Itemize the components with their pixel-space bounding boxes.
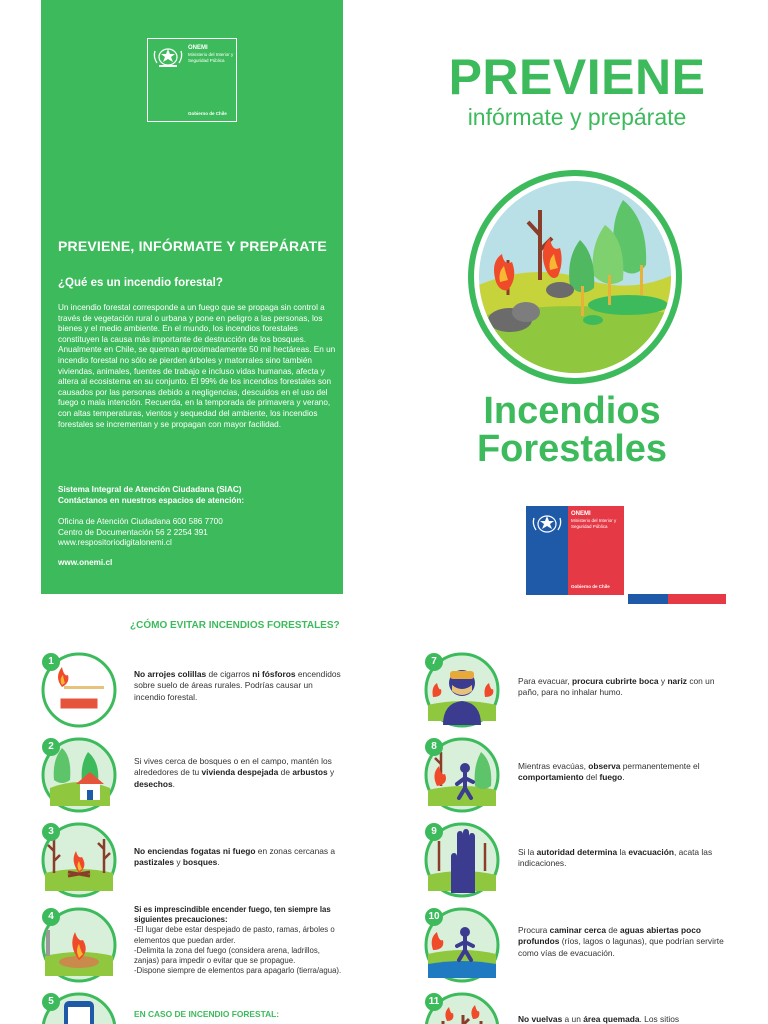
step-5-text: EN CASO DE INCENDIO FORESTAL: — [134, 1009, 280, 1019]
website-link[interactable]: www.onemi.cl — [58, 558, 113, 567]
flag-stripe-blue — [628, 594, 668, 604]
step-number: 8 — [425, 738, 443, 756]
contact-repo-link[interactable]: www.respositoriodigitalonemi.cl — [58, 538, 172, 548]
step-number: 11 — [425, 993, 443, 1011]
logo-gov: Gobierno de Chile — [571, 584, 610, 589]
flag-stripe-red — [668, 594, 726, 604]
step-number: 9 — [425, 823, 443, 841]
step-9-text: Si la autoridad determina la evacuación, acata las indicaciones. — [518, 847, 713, 869]
step-number: 4 — [42, 908, 60, 926]
step-7-text: Para evacuar, procura cubrirte boca y nariz con un paño, para no inhalar humo. — [518, 676, 715, 698]
contact-list — [58, 517, 338, 549]
step-10-text: Procura caminar cerca de aguas abiertas poco profundos (ríos, lagos o lagunas), que podrían servirte como vías de evacuación. — [518, 925, 724, 958]
cover-subtitle: infórmate y prepárate — [467, 104, 687, 130]
step-11-text: No vuelvas a un área quemada. Los sitios — [518, 1014, 680, 1024]
logo-ministry: Ministerio del Interior y Seguridad Pública — [188, 52, 234, 63]
step-3-text: No enciendas fogatas ni fuego en zonas cercanas a pastizales y bosques. — [134, 846, 336, 868]
siac-line-2: Contáctanos en nuestros espacios de atención: — [58, 495, 245, 505]
step-2-text: Si vives cerca de bosques o en el campo, mantén los alrededores de tu vivienda despejada de arbustos y desechos. — [134, 756, 335, 789]
incendios-forestales-title — [430, 392, 714, 468]
title-incendios: Incendios — [483, 390, 661, 432]
onemi-logo — [147, 38, 237, 122]
step-number: 7 — [425, 653, 443, 671]
step-number: 1 — [42, 653, 60, 671]
panel-heading: PREVIENE, INFÓRMATE Y PREPÁRATE — [58, 238, 327, 254]
coat-of-arms-icon — [530, 510, 564, 536]
step-number: 10 — [425, 908, 443, 926]
coat-of-arms-icon — [152, 43, 184, 69]
step-4-text: Si es imprescindible encender fuego, ten siempre las siguientes precauciones: -El lugar debe estar despejado de pasto, ramas, árboles o elementos que puedan arder. -Delimita la zona del fuego (considera arena, ladrillos, zanjas) para impedir o evitar que se propague. -Dispone siempre de elementos para apagarlo (tierra/agua). — [134, 905, 342, 976]
contact-docs: Centro de Documentación 56 2 2254 391 — [58, 527, 208, 537]
contact-phone: Oficina de Atención Ciudadana 600 586 7700 — [58, 517, 223, 526]
siac-block — [58, 485, 338, 506]
step-number: 5 — [42, 993, 60, 1011]
how-to-avoid-title: ¿CÓMO EVITAR INCENDIOS FORESTALES? — [130, 620, 340, 631]
logo-org: ONEMI — [188, 45, 208, 51]
cover-title: PREVIENE — [448, 49, 706, 105]
siac-line-1: Sistema Integral de Atención Ciudadana (SIAC) — [58, 485, 242, 494]
panel-question: ¿Qué es un incendio forestal? — [58, 277, 223, 289]
step-8-text: Mientras evacúas, observa permanentemente el comportamiento del fuego. — [518, 761, 700, 783]
logo-ministry: Ministerio del Interior y Seguridad Pública — [571, 518, 617, 529]
logo-org: ONEMI — [571, 511, 591, 517]
step-number: 3 — [42, 823, 60, 841]
step-1-text: No arrojes colillas de cigarros ni fósforos encendidos sobre suelo de áreas rurales. Podrías causar un incendio forestal. — [134, 669, 341, 702]
info-panel — [41, 0, 343, 594]
gobierno-logo — [526, 506, 624, 595]
forest-fire-illustration — [468, 170, 682, 384]
panel-body-text: Un incendio forestal corresponde a un fuego que se propaga sin control a través de vegetación rural o urbana y pone en peligro a las personas, los bienes y el medio ambiente. En el mundo, los incendios forestales constituyen la causa más importante de destrucción de los bosques. Anualmente en Chile, se queman aproximadamente 50 mil hectáreas. En un incendio forestal no sólo se pierden árboles y matorrales sino también viviendas, animales, fuentes de trabajo e incluso vidas humanas, afecta y altera al ecosistema en su conjunto. El 99% de los incendios forestales son causados por las personas debido a negligencias, descuidos en el uso del fuego o mala intención. Recuerda, en la temporada de primavera y verano, con altas temperaturas, vientos y sequedad del ambiente, los incendios forestales se incrementan y se propagan con mayor facilidad. — [58, 303, 336, 429]
logo-gov: Gobierno de Chile — [188, 111, 227, 116]
step-number: 2 — [42, 738, 60, 756]
title-forestales: Forestales — [476, 428, 668, 470]
